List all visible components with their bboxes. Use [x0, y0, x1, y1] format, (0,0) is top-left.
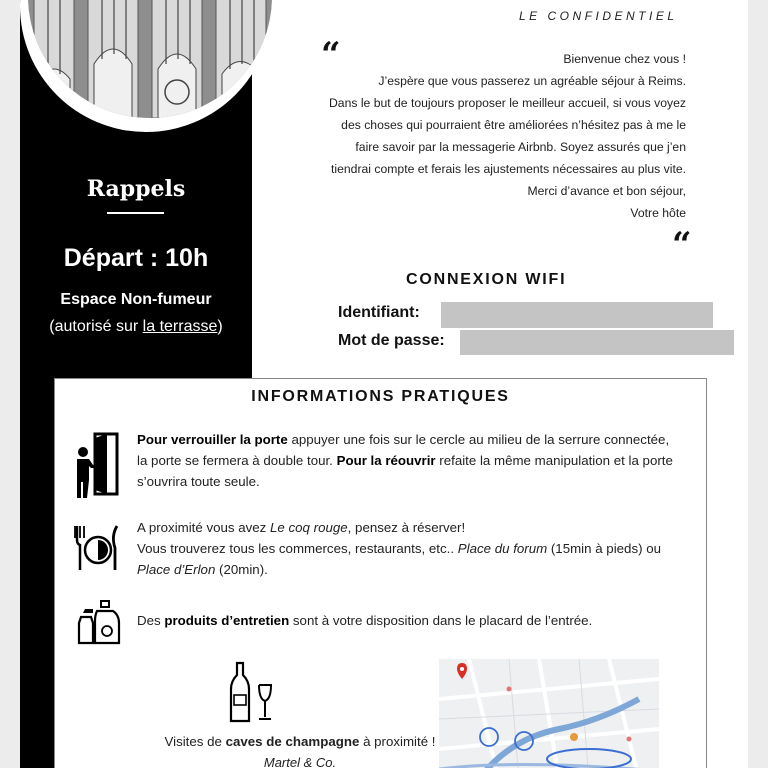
wifi-section-title: CONNEXION WIFI [406, 271, 567, 288]
welcome-line: des choses qui pourraient être améliorées n’hésitez pas à me le [341, 118, 686, 132]
cleaning-text-1: Des [137, 613, 165, 628]
quotation-mark-icon: “ [321, 35, 341, 75]
door-reopen-emphasis: Pour la réouvrir [336, 453, 436, 468]
page-margin-left [0, 0, 20, 768]
food-text-1: A proximité vous avez [137, 520, 271, 535]
welcome-line: Bienvenue chez vous ! [563, 52, 686, 66]
champagne-text-2: à proximité ! [359, 734, 436, 749]
smoking-note-suffix: ) [217, 318, 223, 335]
practical-info-title: INFORMATIONS PRATIQUES [251, 388, 510, 405]
champagne-text-1: Visites de [164, 734, 226, 749]
page-margin-right [748, 0, 768, 768]
door-lock-emphasis: Pour verrouiller la porte [137, 432, 288, 447]
terrace-link: la terrasse [142, 318, 218, 335]
door-instructions [137, 429, 677, 492]
practical-info-box [54, 378, 707, 768]
cleaning-products-info [137, 610, 677, 631]
food-text-4: (15min à pieds) ou [547, 541, 662, 556]
brand-name: LE CONFIDENTIEL [519, 9, 678, 23]
door-person-icon [71, 432, 121, 505]
welcome-line: faire savoir par la messagerie Airbnb. Soyez assurés que j’en [355, 140, 686, 154]
food-text-3: Vous trouverez tous les commerces, restaurants, etc.. [137, 541, 458, 556]
cleaning-products-icon [77, 599, 123, 650]
cleaning-text-2: sont à votre disposition dans le placard de l’entrée. [289, 613, 593, 628]
welcome-line: J’espère que vous passerez un agréable séjour à Reims. [378, 74, 686, 88]
nearby-restaurants-info [137, 517, 677, 580]
restaurant-name: Le coq rouge [270, 520, 348, 535]
welcome-message [246, 48, 686, 224]
champagne-bottle-glass-icon [229, 661, 275, 728]
wifi-identifier-redacted [441, 302, 713, 328]
door-reopen-text: refaite la même manipulation et la porte s’ouvrira toute seule. [137, 453, 673, 489]
welcome-line: Merci d’avance et bon séjour, [527, 184, 686, 198]
non-smoking-notice: Espace Non-fumeur [60, 291, 212, 308]
plate-cutlery-icon [73, 522, 123, 579]
smoking-note-prefix: (autorisé sur [49, 318, 143, 335]
smoking-allowed-note [20, 318, 252, 336]
wifi-password-redacted [460, 330, 734, 355]
champagne-emphasis: caves de champagne [225, 734, 360, 749]
wifi-identifier-label: Identifiant: [338, 304, 420, 321]
food-text-2: , pensez à réserver! [347, 520, 466, 535]
welcome-line: Dans le but de toujours proposer le meilleur accueil, si vous voyez [328, 96, 686, 110]
champagne-house-name: Martel & Co. [263, 755, 337, 768]
door-lock-text: appuyer une fois sur le cercle au milieu de la serrure connectée, la porte se fermera à double tour. [137, 432, 670, 468]
title-underline [107, 212, 164, 214]
place-erlon: Place d’Erlon [137, 562, 216, 577]
reminders-title: Rappels [86, 176, 186, 202]
welcome-line: Votre hôte [630, 206, 686, 220]
location-map [439, 659, 659, 768]
departure-time: Départ : 10h [63, 244, 209, 272]
welcome-line: tiendrai compte et ferais les ajustements nécessaires au plus vite. [331, 162, 686, 176]
cleaning-emphasis: produits d’entretien [164, 613, 290, 628]
quotation-mark-icon: “ [672, 225, 692, 265]
place-forum: Place du forum [457, 541, 548, 556]
food-text-5: (20min). [215, 562, 268, 577]
wifi-password-label: Mot de passe: [338, 332, 445, 349]
